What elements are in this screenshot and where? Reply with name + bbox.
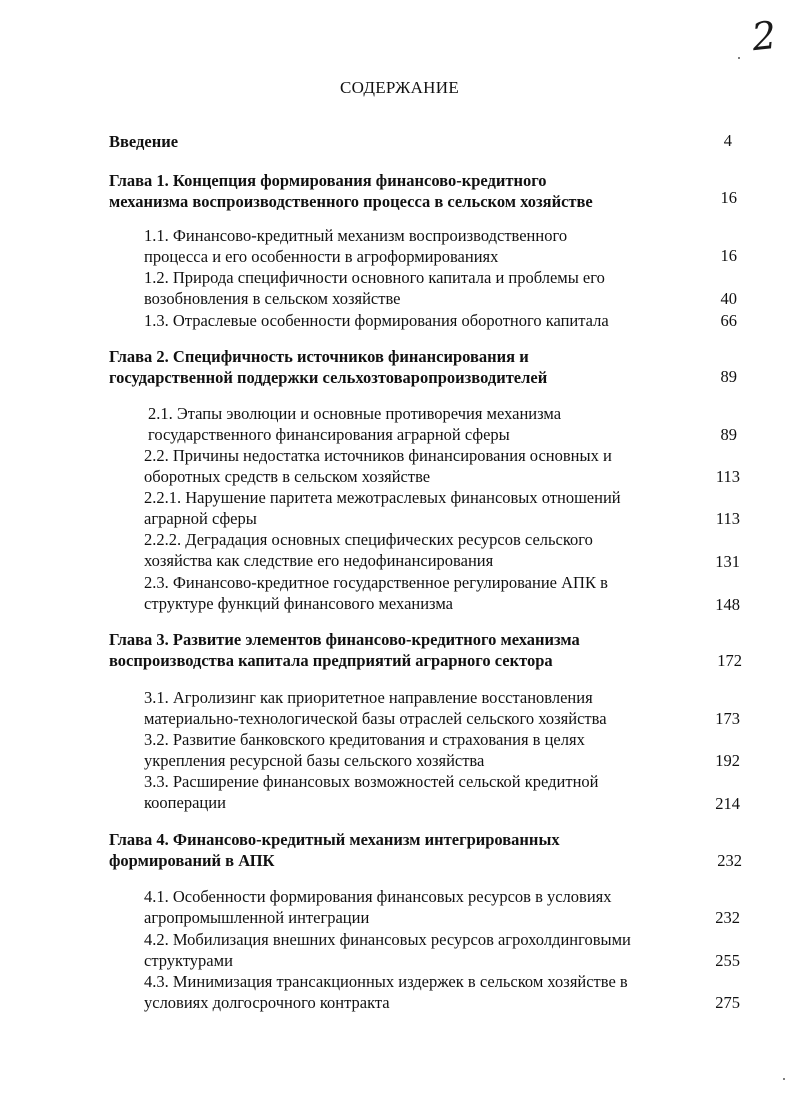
toc-entry-chapter-3 (109, 629, 580, 671)
toc-page-number: 4 (723, 131, 732, 150)
toc-entry-section-1-2 (144, 267, 605, 309)
toc-page-number: 148 (715, 595, 740, 614)
toc-entry-line: Глава 4. Финансово-кредитный механизм интегрированных (109, 830, 560, 849)
toc-page-number: 113 (715, 509, 740, 528)
toc-page-number: 172 (717, 651, 742, 670)
toc-page-number: 232 (715, 908, 740, 927)
toc-entry-line: Глава 1. Концепция формирования финансово-кредитного (109, 171, 547, 190)
toc-entry-section-3-1 (144, 687, 607, 729)
toc-page-number: 16 (720, 188, 737, 207)
toc-page-number: 275 (715, 993, 740, 1012)
toc-entry-line: воспроизводства капитала предприятий аграрного сектора (109, 651, 553, 670)
toc-entry-section-4-2 (144, 929, 631, 971)
toc-entry-line: Глава 2. Специфичность источников финансирования и (109, 347, 529, 366)
toc-entry-section-1-1 (144, 225, 567, 267)
toc-entry-line: возобновления в сельском хозяйстве (144, 289, 401, 308)
handwritten-page-number: 2 (749, 12, 779, 60)
toc-entry-line: оборотных средств в сельском хозяйстве (144, 467, 431, 486)
toc-entry-section-2-3 (144, 572, 608, 614)
toc-page-number: 255 (715, 951, 740, 970)
toc-page-number: 214 (715, 794, 740, 813)
toc-entry-line: 4.2. Мобилизация внешних финансовых ресурсов агрохолдинговыми (144, 930, 631, 949)
toc-page-number: 89 (720, 367, 737, 386)
toc-entry-line: государственного финансирования аграрной сферы (148, 425, 510, 444)
toc-page-number: 66 (720, 311, 737, 330)
toc-page-number: 192 (715, 751, 740, 770)
toc-page-number: 16 (720, 246, 737, 265)
toc-entry-line: материально-технологической базы отраслей сельского хозяйства (144, 709, 607, 728)
toc-entry-line: 2.2.2. Деградация основных специфических ресурсов сельского (144, 530, 593, 549)
toc-entry-line: 3.2. Развитие банковского кредитования и страхования в целях (144, 730, 585, 749)
toc-entry-line: механизма воспроизводственного процесса в сельском хозяйстве (109, 192, 593, 211)
toc-entry-line: 3.1. Агролизинг как приоритетное направление восстановления (144, 688, 593, 707)
toc-entry-line: 3.3. Расширение финансовых возможностей сельской кредитной (144, 772, 599, 791)
toc-entry-line: 2.3. Финансово-кредитное государственное регулирование АПК в (144, 573, 608, 592)
toc-entry-chapter-2 (109, 346, 547, 388)
toc-entry-section-3-3 (144, 771, 598, 813)
toc-entry-line: 1.1. Финансово-кредитный механизм воспроизводственного (144, 226, 568, 245)
toc-entry-line: 2.1. Этапы эволюции и основные противоречия механизма (148, 404, 562, 423)
toc-entry-section-2-2-1 (144, 487, 621, 529)
toc-entry-line: агропромышленной интеграции (144, 908, 370, 927)
page-title: СОДЕРЖАНИЕ (339, 78, 460, 97)
toc-entry-section-2-2-2 (144, 529, 593, 571)
scan-speck (783, 1078, 785, 1080)
toc-entry-section-4-1 (144, 886, 612, 928)
toc-entry-line: условиях долгосрочного контракта (144, 993, 390, 1012)
toc-page-number: 89 (720, 425, 737, 444)
scan-speck (738, 57, 740, 59)
toc-entry-line: структурами (144, 951, 233, 970)
toc-entry-line: 1.3. Отраслевые особенности формирования оборотного капитала (144, 311, 609, 330)
toc-entry-chapter-1 (109, 170, 593, 212)
toc-entry-line: Введение (109, 132, 179, 151)
toc-entry-line: кооперации (144, 793, 226, 812)
toc-entry-section-2-1 (148, 403, 561, 445)
toc-entry-line: 4.3. Минимизация трансакционных издержек в сельском хозяйстве в (144, 972, 628, 991)
toc-entry-line: 1.2. Природа специфичности основного капитала и проблемы его (144, 268, 605, 287)
toc-entry-section-3-2 (144, 729, 585, 771)
toc-entry-section-2-2 (144, 445, 612, 487)
toc-entry-line: 2.2.1. Нарушение паритета межотраслевых финансовых отношений (144, 488, 621, 507)
toc-page-number: 131 (715, 552, 740, 571)
toc-entry-line: формирований в АПК (109, 851, 275, 870)
toc-entry-line: хозяйства как следствие его недофинансирования (144, 551, 494, 570)
toc-entry-introduction (109, 131, 178, 152)
toc-entry-line: Глава 3. Развитие элементов финансово-кредитного механизма (109, 630, 580, 649)
toc-entry-section-4-3 (144, 971, 628, 1013)
toc-entry-line: укрепления ресурсной базы сельского хозяйства (144, 751, 485, 770)
toc-page-number: 173 (715, 709, 740, 728)
toc-entry-line: структуре функций финансового механизма (144, 594, 453, 613)
toc-entry-chapter-4 (109, 829, 560, 871)
toc-page-number: 113 (715, 467, 740, 486)
toc-entry-section-1-3 (144, 310, 609, 331)
toc-entry-line: 4.1. Особенности формирования финансовых ресурсов в условиях (144, 887, 612, 906)
toc-entry-line: процесса и его особенности в агроформированиях (144, 247, 499, 266)
toc-entry-line: государственной поддержки сельхозтоваропроизводителей (109, 368, 548, 387)
toc-page-number: 40 (720, 289, 737, 308)
toc-entry-line: 2.2. Причины недостатка источников финансирования основных и (144, 446, 612, 465)
toc-page-number: 232 (717, 851, 742, 870)
toc-entry-line: аграрной сферы (144, 509, 257, 528)
